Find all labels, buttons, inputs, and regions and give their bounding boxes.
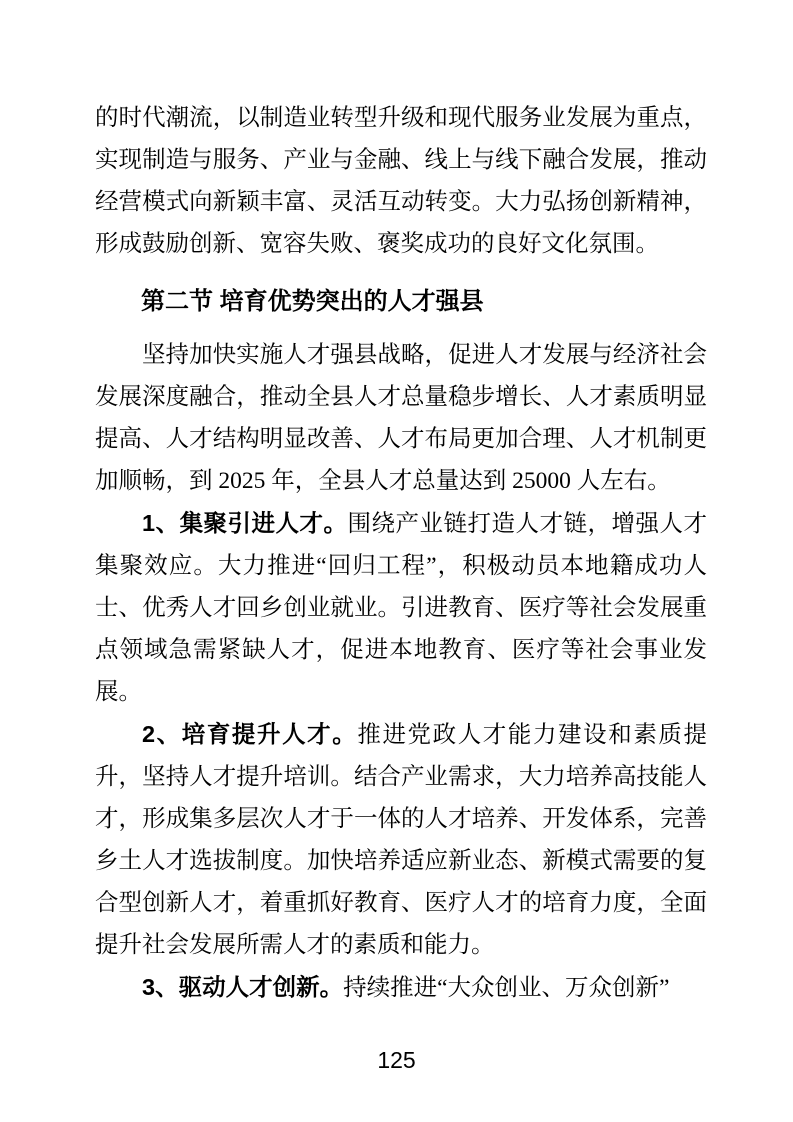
text-run: 坚持加快实施人才强县战略，促进人才发展与经济社会发展深度融合，推动全县人才总量稳步增长、人才素质明显提高、人才结构明显改善、人才布局更加合理、人才机制更加顺畅，到 2025 年，全县人才总量达到 25000 人左右。	[95, 342, 707, 494]
text-run: 的时代潮流，以制造业转型升级和现代服务业发展为重点，实现制造与服务、产业与金融、线上与线下融合发展，推动经营模式向新颖丰富、灵活互动转变。大力弘扬创新精神，形成鼓励创新、宽容失败、褒奖成功的良好文化氛围。	[95, 105, 707, 257]
document-body	[95, 97, 707, 1009]
bold-text-run: 2、培育提升人才。	[142, 721, 358, 747]
body-paragraph	[95, 97, 707, 265]
body-paragraph	[95, 713, 707, 966]
bold-text-run: 1、集聚引进人才。	[142, 510, 348, 536]
page-number: 125	[377, 1047, 416, 1073]
section-heading	[95, 281, 707, 323]
text-run: 持续推进“大众创业、万众创新”	[343, 975, 670, 1001]
bold-text-run: 第二节 培育优势突出的人才强县	[141, 288, 484, 315]
body-paragraph	[95, 334, 707, 502]
body-paragraph	[95, 502, 707, 713]
text-run: 围绕产业链打造人才链，增强人才集聚效应。大力推进“回归工程”，积极动员本地籍成功人士、优秀人才回乡创业就业。引进教育、医疗等社会发展重点领域急需紧缺人才，促进本地教育、医疗等社会事业发展。	[95, 511, 707, 705]
text-run: 推进党政人才能力建设和素质提升，坚持人才提升培训。结合产业需求，大力培养高技能人才，形成集多层次人才于一体的人才培养、开发体系，完善乡土人才选拔制度。加快培养适应新业态、新模式需要的复合型创新人才，着重抓好教育、医疗人才的培育力度，全面提升社会发展所需人才的素质和能力。	[95, 722, 707, 958]
body-paragraph	[95, 966, 707, 1009]
bold-text-run: 3、驱动人才创新。	[142, 974, 344, 1000]
